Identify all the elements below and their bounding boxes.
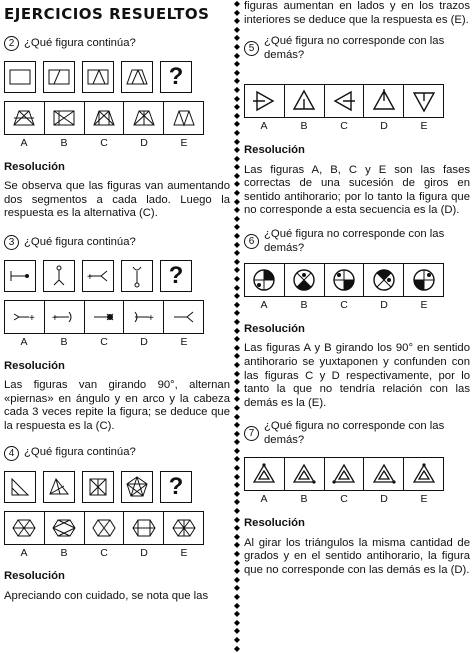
letter-b: B (300, 493, 308, 506)
q2-sequence (4, 61, 230, 93)
question-7-header (244, 420, 470, 447)
q7-option-letters (244, 493, 444, 507)
letter-e: E (180, 137, 188, 149)
question-text: ¿Qué figura no corresponde con las demás? (264, 35, 445, 61)
letter-e: E (180, 335, 188, 348)
left-column (4, 0, 230, 603)
resolution-heading: Resolución (4, 160, 65, 173)
page-title: EJERCICIOS RESUELTOS (4, 5, 210, 23)
resolution-heading: Resolución (4, 570, 65, 583)
question-5-header (244, 35, 470, 62)
question-text: ¿Qué figura continúa? (24, 36, 136, 49)
letter-d: D (140, 546, 148, 559)
question-text: ¿Qué figura no corresponde con las demás? (264, 420, 445, 446)
q4-options (4, 511, 204, 545)
q2-option-c[interactable] (85, 102, 125, 134)
column-divider: ◆ ◆ ◆ ◆ ◆ ◆ ◆ ◆ ◆ ◆ ◆ ◆ ◆ ◆ ◆ ◆ ◆ ◆ ◆ ◆ ◆ ◆ ◆ ◆ ◆ ◆ ◆ ◆ ◆ ◆ ◆ ◆ ◆ ◆ ◆ ◆ ◆ ◆ ◆ ◆ ◆ ◆ ◆ ◆ ◆ ◆ ◆ ◆ ◆ ◆ ◆ ◆ ◆ ◆ ◆ ◆ ◆ ◆ ◆ ◆ ◆ ◆ ◆ ◆ ◆ ◆ ◆ ◆ ◆ ◆ ◆ ◆ ◆ ◆ ◆ ◆ (233, 0, 241, 653)
q2-option-letters (4, 137, 204, 151)
q4-option-d[interactable] (124, 512, 164, 544)
q3-option-b[interactable] (45, 301, 85, 333)
q2-seq-question: ? (160, 61, 192, 93)
letter-d: D (380, 493, 388, 506)
q2-resolution-text: Se observa que las figuras van aumentando dos segmentos a cada lado. Luego la respuesta es la alternativa (C). (4, 180, 230, 220)
resolution-heading: Resolución (244, 517, 305, 530)
letter-a: A (260, 120, 268, 133)
q4-option-b[interactable] (45, 512, 85, 544)
q6-option-b[interactable] (285, 264, 325, 296)
question-text: ¿Qué figura continúa? (24, 446, 136, 459)
q3-resolution-text: Las figuras van girando 90°, alternan «piernas» en ángulo y en arco y la cabeza cada 3 veces repite la figura; se deduce que la respuesta es la (C). (4, 379, 230, 432)
q3-seq-figure-1 (4, 260, 36, 292)
q3-seq-figure-3 (82, 260, 114, 292)
letter-b: B (300, 120, 308, 133)
q3-option-e[interactable] (164, 301, 203, 333)
q2-option-a[interactable] (5, 102, 45, 134)
q5-options (244, 84, 444, 118)
q5-resolution-text: Las figuras A, B, C y E son las fases correctas de una sucesión de giros en sentido antihorario; por lo tanto la figura que no corresponde a esta secuencia es la (D). (244, 163, 470, 217)
question-text: ¿Qué figura no corresponde con las demás? (264, 227, 445, 254)
q7-resolution-text: Al girar los triángulos la misma cantidad de grados y en el sentido antihorario, la figura que no corresponde con las demás es la (D). (244, 536, 470, 576)
resolution-heading: Resolución (4, 359, 65, 372)
q6-option-c[interactable] (325, 264, 365, 296)
q4-option-c[interactable] (85, 512, 125, 544)
q7-option-a[interactable] (245, 458, 285, 490)
q7-option-c[interactable] (325, 458, 365, 490)
q2-seq-figure-3 (82, 61, 114, 93)
q6-option-e[interactable] (404, 264, 443, 296)
letter-b: B (300, 299, 308, 312)
question-3-header (4, 235, 230, 250)
svg-text:+: + (29, 312, 36, 324)
letter-d: D (140, 335, 148, 348)
question-number: 3 (4, 235, 19, 250)
q5-option-a[interactable] (245, 85, 285, 117)
letter-e: E (420, 120, 428, 133)
q3-seq-question: ? (160, 260, 192, 292)
resolution-heading: Resolución (244, 322, 305, 335)
q6-resolution-text: Las figuras A y B girando los 90° en sentido antihorario se yuxtaponen y confunden con las figuras C y D respectivamente, por lo tanto la que no tendría relación con las demás es la (E). (244, 342, 470, 409)
q3-option-a[interactable] (5, 301, 45, 333)
q3-seq-figure-2 (43, 260, 75, 292)
svg-text:+: + (147, 312, 154, 324)
q5-option-e[interactable] (404, 85, 443, 117)
q3-sequence (4, 260, 230, 292)
letter-c: C (340, 299, 348, 312)
q2-seq-figure-4 (121, 61, 153, 93)
letter-d: D (380, 120, 388, 133)
question-number: 5 (244, 41, 259, 56)
letter-c: C (340, 120, 348, 133)
q7-option-b[interactable] (285, 458, 325, 490)
right-column (244, 0, 470, 577)
letter-a: A (260, 299, 268, 312)
q2-option-e[interactable] (164, 102, 203, 134)
question-number: 6 (244, 234, 259, 249)
letter-a: A (260, 493, 268, 506)
svg-text:+: + (52, 312, 59, 324)
q3-option-letters (4, 336, 204, 350)
letter-e: E (420, 299, 428, 312)
q5-option-c[interactable] (325, 85, 365, 117)
question-number: 7 (244, 426, 259, 441)
question-4-header (4, 446, 230, 461)
question-6-header (244, 228, 470, 255)
q4-seq-figure-2 (43, 471, 75, 503)
q2-option-d[interactable] (124, 102, 164, 134)
q2-seq-figure-1 (4, 61, 36, 93)
letter-e: E (420, 493, 428, 506)
q2-option-b[interactable] (45, 102, 85, 134)
q6-option-a[interactable] (245, 264, 285, 296)
q2-options (4, 101, 204, 135)
q7-options (244, 457, 444, 491)
resolution-heading: Resolución (244, 143, 305, 156)
q4-sequence (4, 471, 230, 503)
letter-e: E (180, 546, 188, 559)
question-2-header (4, 36, 230, 51)
letter-c: C (100, 335, 108, 348)
letter-c: C (100, 137, 108, 149)
letter-a: A (20, 137, 28, 149)
letter-c: C (340, 493, 348, 506)
letter-b: B (60, 137, 68, 149)
letter-d: D (380, 299, 388, 312)
q6-options (244, 263, 444, 297)
letter-a: A (20, 335, 28, 348)
q7-option-e[interactable] (404, 458, 443, 490)
q4-option-e[interactable] (164, 512, 203, 544)
letter-a: A (20, 546, 28, 559)
q4-seq-figure-3 (82, 471, 114, 503)
letter-b: B (60, 335, 68, 348)
q4-resolution-text: Apreciando con cuidado, se nota que las (4, 589, 209, 602)
q7-option-d[interactable] (364, 458, 404, 490)
letter-d: D (140, 137, 148, 149)
q2-seq-figure-2 (43, 61, 75, 93)
q4-option-letters (4, 547, 204, 561)
q5-option-b[interactable] (285, 85, 325, 117)
q3-seq-figure-4 (121, 260, 153, 292)
q3-option-d[interactable] (124, 301, 164, 333)
question-number: 4 (4, 446, 19, 461)
q4-resolution-continued: figuras aumentan en lados y en los trazos interiores se deduce que la respuesta es (E). (244, 0, 470, 26)
q5-option-d[interactable] (364, 85, 404, 117)
q6-option-letters (244, 299, 444, 313)
svg-text:+: + (87, 271, 93, 283)
q4-option-a[interactable] (5, 512, 45, 544)
q4-seq-figure-1 (4, 471, 36, 503)
letter-b: B (60, 546, 68, 559)
q6-option-d[interactable] (364, 264, 404, 296)
q3-option-c[interactable] (85, 301, 125, 333)
question-number: 2 (4, 36, 19, 51)
q5-option-letters (244, 120, 444, 134)
q3-options (4, 300, 204, 334)
letter-c: C (100, 546, 108, 559)
q4-seq-question: ? (160, 471, 192, 503)
question-text: ¿Qué figura continúa? (24, 235, 136, 248)
q4-seq-figure-4 (121, 471, 153, 503)
